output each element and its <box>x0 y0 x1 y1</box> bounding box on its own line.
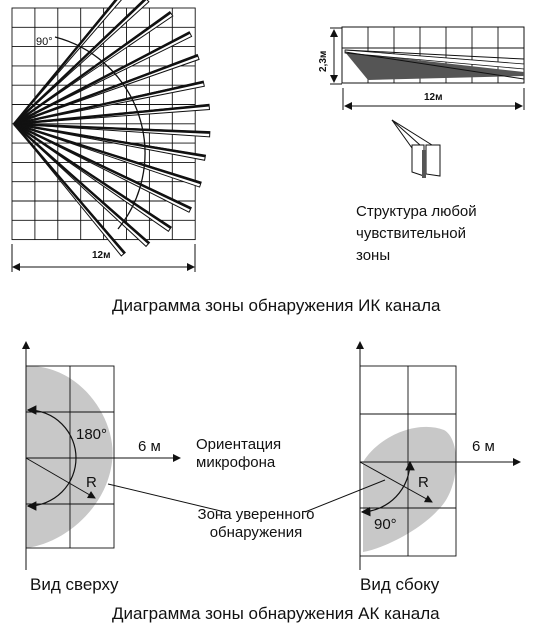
ac-top-radius-label: R <box>86 474 97 491</box>
ir-beam-edge <box>14 124 191 209</box>
ir-structure-glyph <box>392 120 440 178</box>
ir-structure-text: Структура любой чувствительной зоны <box>356 203 477 264</box>
ir-side-width-label: 12м <box>424 92 443 103</box>
ac-top-view-label: Вид сверху <box>30 575 119 594</box>
ac-top-zone <box>26 366 113 548</box>
ir-beam-edge <box>14 124 171 228</box>
zone-text: Зона уверенного обнаружения <box>197 506 315 541</box>
ir-beam-edge <box>14 124 149 243</box>
ac-top-view <box>26 342 180 570</box>
ir-side-height-label: 2,3м <box>318 50 329 72</box>
ir-angle-label: 90° <box>36 36 53 48</box>
ir-caption: Диаграмма зоны обнаружения ИК канала <box>112 296 441 315</box>
ac-side-angle-label: 90° <box>374 516 397 533</box>
ac-side-distance-label: 6 м <box>472 438 495 455</box>
ac-caption: Диаграмма зоны обнаружения АК канала <box>112 604 440 623</box>
ac-top-angle-label: 180° <box>76 426 108 443</box>
ac-side-radius-label: R <box>418 474 429 491</box>
orientation-text: Ориентация микрофона <box>196 436 282 471</box>
ac-side-view-label: Вид сбоку <box>360 575 440 594</box>
ac-top-distance-label: 6 м <box>138 438 161 455</box>
ac-side-view <box>360 342 520 570</box>
ir-top-width-label: 12м <box>92 250 111 261</box>
